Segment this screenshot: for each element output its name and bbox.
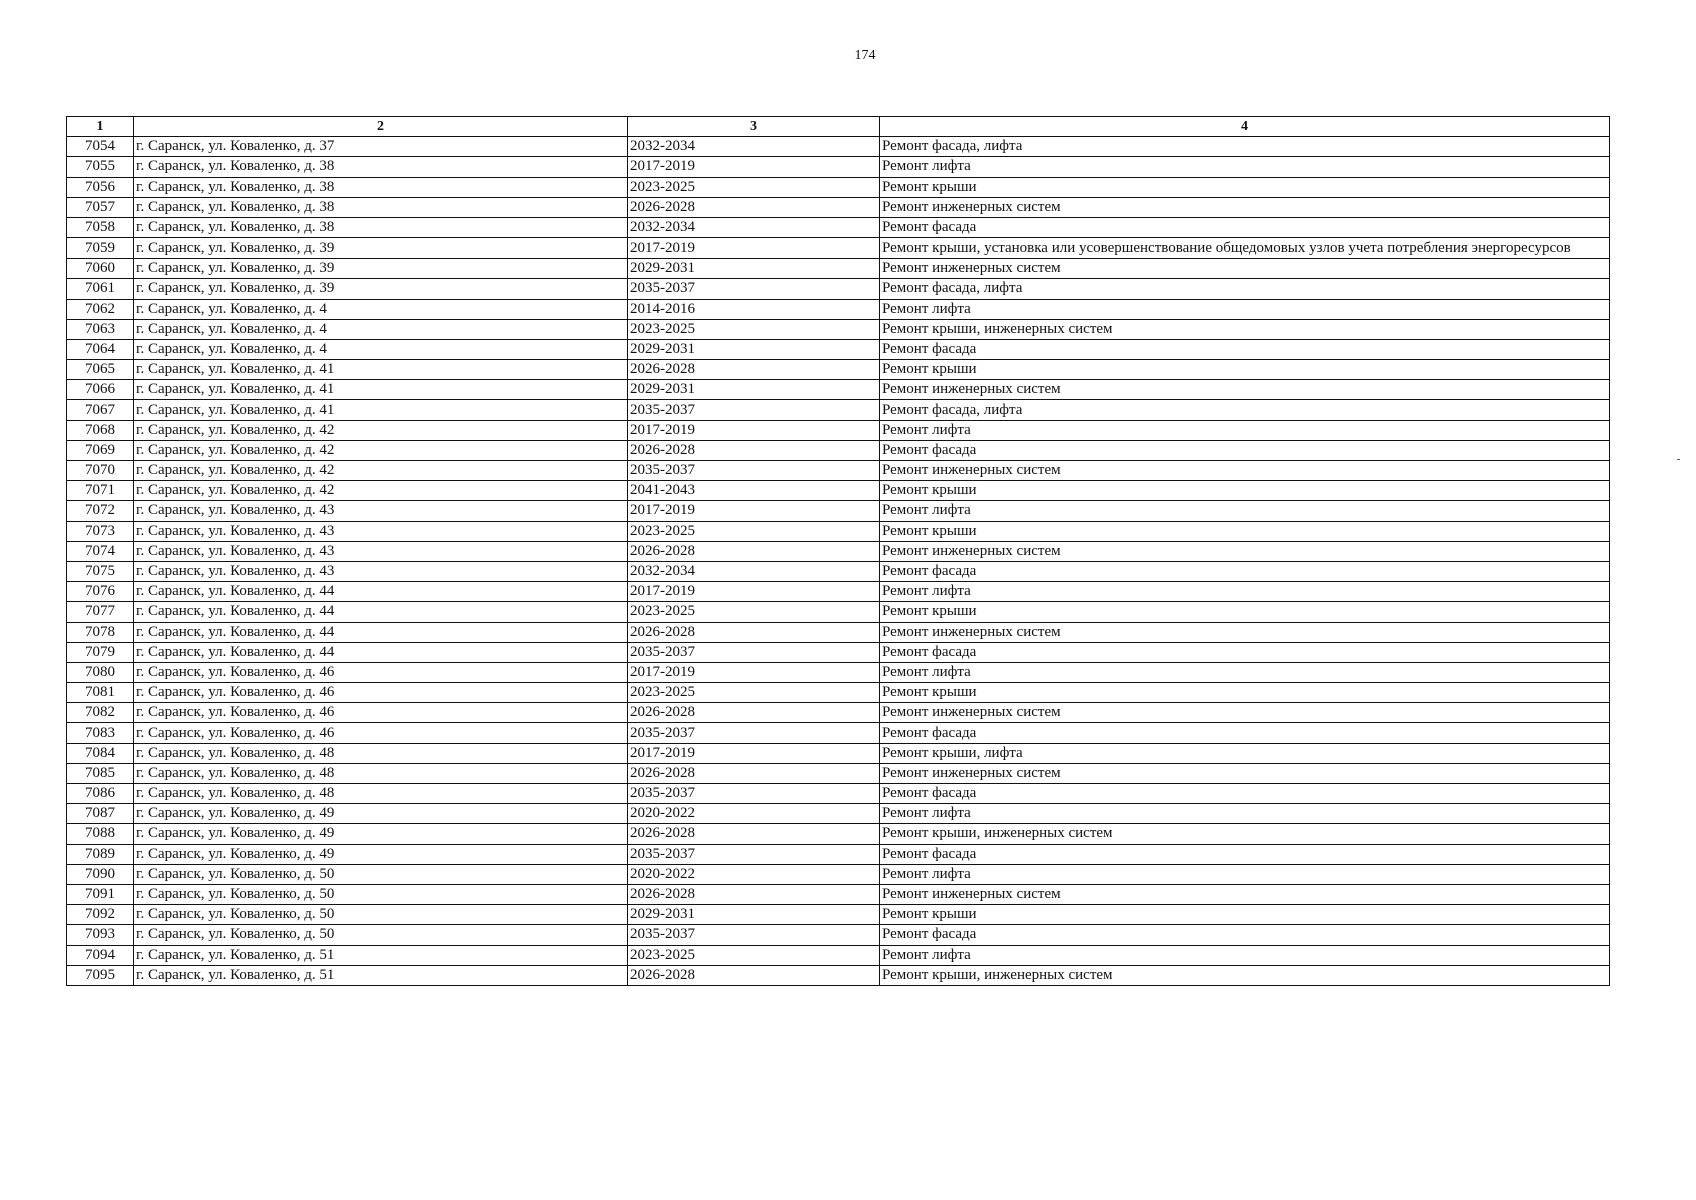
table-row <box>67 743 1610 763</box>
table-row <box>67 440 1610 460</box>
address-cell: г. Саранск, ул. Коваленко, д. 38 <box>134 197 628 217</box>
work-type-cell: Ремонт крыши <box>880 360 1610 380</box>
work-type-cell: Ремонт лифта <box>880 662 1610 682</box>
table-row <box>67 217 1610 237</box>
table-row <box>67 137 1610 157</box>
work-type-cell: Ремонт лифта <box>880 501 1610 521</box>
table-row <box>67 683 1610 703</box>
period-cell: 2026-2028 <box>628 541 880 561</box>
work-type-cell: Ремонт крыши, инженерных систем <box>880 965 1610 985</box>
work-type-cell: Ремонт фасада <box>880 561 1610 581</box>
period-cell: 2035-2037 <box>628 844 880 864</box>
table-row <box>67 259 1610 279</box>
address-cell: г. Саранск, ул. Коваленко, д. 42 <box>134 481 628 501</box>
address-cell: г. Саранск, ул. Коваленко, д. 4 <box>134 319 628 339</box>
work-type-cell: Ремонт фасада <box>880 339 1610 359</box>
address-cell: г. Саранск, ул. Коваленко, д. 46 <box>134 662 628 682</box>
address-cell: г. Саранск, ул. Коваленко, д. 42 <box>134 440 628 460</box>
address-cell: г. Саранск, ул. Коваленко, д. 39 <box>134 279 628 299</box>
row-number-cell: 7076 <box>67 582 134 602</box>
period-cell: 2023-2025 <box>628 945 880 965</box>
period-cell: 2017-2019 <box>628 420 880 440</box>
address-cell: г. Саранск, ул. Коваленко, д. 41 <box>134 380 628 400</box>
work-type-cell: Ремонт инженерных систем <box>880 380 1610 400</box>
table-row <box>67 622 1610 642</box>
period-cell: 2029-2031 <box>628 905 880 925</box>
row-number-cell: 7054 <box>67 137 134 157</box>
address-cell: г. Саранск, ул. Коваленко, д. 37 <box>134 137 628 157</box>
period-cell: 2035-2037 <box>628 461 880 481</box>
period-cell: 2026-2028 <box>628 622 880 642</box>
table-row <box>67 339 1610 359</box>
address-cell: г. Саранск, ул. Коваленко, д. 38 <box>134 177 628 197</box>
work-type-cell: Ремонт фасада <box>880 440 1610 460</box>
table-row <box>67 925 1610 945</box>
period-cell: 2026-2028 <box>628 360 880 380</box>
period-cell: 2035-2037 <box>628 642 880 662</box>
table-row <box>67 642 1610 662</box>
period-cell: 2017-2019 <box>628 743 880 763</box>
table-row <box>67 360 1610 380</box>
address-cell: г. Саранск, ул. Коваленко, д. 43 <box>134 561 628 581</box>
row-number-cell: 7090 <box>67 864 134 884</box>
address-cell: г. Саранск, ул. Коваленко, д. 50 <box>134 864 628 884</box>
work-type-cell: Ремонт лифта <box>880 945 1610 965</box>
address-cell: г. Саранск, ул. Коваленко, д. 44 <box>134 642 628 662</box>
period-cell: 2035-2037 <box>628 784 880 804</box>
row-number-cell: 7082 <box>67 703 134 723</box>
period-cell: 2026-2028 <box>628 965 880 985</box>
work-type-cell: Ремонт лифта <box>880 864 1610 884</box>
work-type-cell: Ремонт фасада <box>880 217 1610 237</box>
work-type-cell: Ремонт инженерных систем <box>880 197 1610 217</box>
row-number-cell: 7061 <box>67 279 134 299</box>
table-row <box>67 481 1610 501</box>
period-cell: 2026-2028 <box>628 440 880 460</box>
table-row <box>67 824 1610 844</box>
work-type-cell: Ремонт инженерных систем <box>880 259 1610 279</box>
row-number-cell: 7089 <box>67 844 134 864</box>
row-number-cell: 7074 <box>67 541 134 561</box>
period-cell: 2035-2037 <box>628 400 880 420</box>
period-cell: 2017-2019 <box>628 238 880 259</box>
period-cell: 2026-2028 <box>628 824 880 844</box>
work-type-cell: Ремонт инженерных систем <box>880 703 1610 723</box>
work-type-cell: Ремонт инженерных систем <box>880 622 1610 642</box>
column-header-3: 3 <box>628 117 880 137</box>
capital-repair-table <box>66 116 1610 986</box>
row-number-cell: 7085 <box>67 763 134 783</box>
work-type-cell: Ремонт крыши <box>880 602 1610 622</box>
period-cell: 2035-2037 <box>628 279 880 299</box>
address-cell: г. Саранск, ул. Коваленко, д. 38 <box>134 217 628 237</box>
work-type-cell: Ремонт крыши, лифта <box>880 743 1610 763</box>
row-number-cell: 7068 <box>67 420 134 440</box>
row-number-cell: 7058 <box>67 217 134 237</box>
table-row <box>67 279 1610 299</box>
table-row <box>67 380 1610 400</box>
address-cell: г. Саранск, ул. Коваленко, д. 43 <box>134 541 628 561</box>
address-cell: г. Саранск, ул. Коваленко, д. 48 <box>134 743 628 763</box>
period-cell: 2017-2019 <box>628 582 880 602</box>
address-cell: г. Саранск, ул. Коваленко, д. 49 <box>134 824 628 844</box>
period-cell: 2026-2028 <box>628 197 880 217</box>
table-row <box>67 945 1610 965</box>
row-number-cell: 7055 <box>67 157 134 177</box>
address-cell: г. Саранск, ул. Коваленко, д. 48 <box>134 763 628 783</box>
address-cell: г. Саранск, ул. Коваленко, д. 44 <box>134 602 628 622</box>
row-number-cell: 7065 <box>67 360 134 380</box>
table-row <box>67 965 1610 985</box>
table-row <box>67 501 1610 521</box>
table-row <box>67 561 1610 581</box>
work-type-cell: Ремонт лифта <box>880 582 1610 602</box>
table-row <box>67 723 1610 743</box>
table-row <box>67 299 1610 319</box>
row-number-cell: 7073 <box>67 521 134 541</box>
period-cell: 2029-2031 <box>628 380 880 400</box>
table-row <box>67 763 1610 783</box>
address-cell: г. Саранск, ул. Коваленко, д. 46 <box>134 703 628 723</box>
period-cell: 2029-2031 <box>628 339 880 359</box>
work-type-cell: Ремонт фасада <box>880 925 1610 945</box>
row-number-cell: 7059 <box>67 238 134 259</box>
work-type-cell: Ремонт фасада <box>880 723 1610 743</box>
table-row <box>67 662 1610 682</box>
row-number-cell: 7075 <box>67 561 134 581</box>
table-row <box>67 784 1610 804</box>
address-cell: г. Саранск, ул. Коваленко, д. 48 <box>134 784 628 804</box>
row-number-cell: 7066 <box>67 380 134 400</box>
row-number-cell: 7092 <box>67 905 134 925</box>
period-cell: 2017-2019 <box>628 662 880 682</box>
work-type-cell: Ремонт крыши <box>880 683 1610 703</box>
period-cell: 2029-2031 <box>628 259 880 279</box>
period-cell: 2023-2025 <box>628 602 880 622</box>
scan-artifact-dot <box>1677 459 1680 460</box>
row-number-cell: 7060 <box>67 259 134 279</box>
work-type-cell: Ремонт фасада <box>880 844 1610 864</box>
period-cell: 2023-2025 <box>628 319 880 339</box>
row-number-cell: 7084 <box>67 743 134 763</box>
address-cell: г. Саранск, ул. Коваленко, д. 39 <box>134 238 628 259</box>
table-row <box>67 238 1610 259</box>
address-cell: г. Саранск, ул. Коваленко, д. 4 <box>134 299 628 319</box>
row-number-cell: 7086 <box>67 784 134 804</box>
address-cell: г. Саранск, ул. Коваленко, д. 50 <box>134 905 628 925</box>
row-number-cell: 7077 <box>67 602 134 622</box>
period-cell: 2023-2025 <box>628 521 880 541</box>
work-type-cell: Ремонт крыши <box>880 905 1610 925</box>
address-cell: г. Саранск, ул. Коваленко, д. 41 <box>134 400 628 420</box>
row-number-cell: 7057 <box>67 197 134 217</box>
column-header-1: 1 <box>67 117 134 137</box>
work-type-cell: Ремонт лифта <box>880 299 1610 319</box>
row-number-cell: 7063 <box>67 319 134 339</box>
row-number-cell: 7087 <box>67 804 134 824</box>
table-row <box>67 844 1610 864</box>
row-number-cell: 7080 <box>67 662 134 682</box>
period-cell: 2035-2037 <box>628 723 880 743</box>
table-row <box>67 177 1610 197</box>
row-number-cell: 7072 <box>67 501 134 521</box>
row-number-cell: 7062 <box>67 299 134 319</box>
row-number-cell: 7064 <box>67 339 134 359</box>
row-number-cell: 7088 <box>67 824 134 844</box>
period-cell: 2026-2028 <box>628 763 880 783</box>
table-row <box>67 420 1610 440</box>
row-number-cell: 7081 <box>67 683 134 703</box>
work-type-cell: Ремонт крыши <box>880 521 1610 541</box>
table-header-row <box>67 117 1610 137</box>
period-cell: 2026-2028 <box>628 703 880 723</box>
table-row <box>67 804 1610 824</box>
address-cell: г. Саранск, ул. Коваленко, д. 43 <box>134 501 628 521</box>
row-number-cell: 7094 <box>67 945 134 965</box>
period-cell: 2014-2016 <box>628 299 880 319</box>
row-number-cell: 7093 <box>67 925 134 945</box>
period-cell: 2023-2025 <box>628 683 880 703</box>
address-cell: г. Саранск, ул. Коваленко, д. 46 <box>134 723 628 743</box>
work-type-cell: Ремонт лифта <box>880 804 1610 824</box>
address-cell: г. Саранск, ул. Коваленко, д. 51 <box>134 945 628 965</box>
period-cell: 2035-2037 <box>628 925 880 945</box>
row-number-cell: 7083 <box>67 723 134 743</box>
column-header-4: 4 <box>880 117 1610 137</box>
address-cell: г. Саранск, ул. Коваленко, д. 50 <box>134 884 628 904</box>
address-cell: г. Саранск, ул. Коваленко, д. 42 <box>134 420 628 440</box>
table-row <box>67 521 1610 541</box>
address-cell: г. Саранск, ул. Коваленко, д. 50 <box>134 925 628 945</box>
address-cell: г. Саранск, ул. Коваленко, д. 39 <box>134 259 628 279</box>
work-type-cell: Ремонт фасада, лифта <box>880 400 1610 420</box>
row-number-cell: 7079 <box>67 642 134 662</box>
row-number-cell: 7069 <box>67 440 134 460</box>
work-type-cell: Ремонт инженерных систем <box>880 884 1610 904</box>
table-row <box>67 319 1610 339</box>
period-cell: 2017-2019 <box>628 157 880 177</box>
work-type-cell: Ремонт крыши, инженерных систем <box>880 824 1610 844</box>
period-cell: 2020-2022 <box>628 804 880 824</box>
row-number-cell: 7071 <box>67 481 134 501</box>
work-type-cell: Ремонт фасада <box>880 784 1610 804</box>
row-number-cell: 7070 <box>67 461 134 481</box>
row-number-cell: 7078 <box>67 622 134 642</box>
period-cell: 2032-2034 <box>628 561 880 581</box>
table-row <box>67 461 1610 481</box>
table-row <box>67 157 1610 177</box>
address-cell: г. Саранск, ул. Коваленко, д. 49 <box>134 844 628 864</box>
address-cell: г. Саранск, ул. Коваленко, д. 44 <box>134 622 628 642</box>
table-row <box>67 197 1610 217</box>
period-cell: 2020-2022 <box>628 864 880 884</box>
page-number: 174 <box>854 48 876 63</box>
work-type-cell: Ремонт крыши <box>880 177 1610 197</box>
work-type-cell: Ремонт инженерных систем <box>880 541 1610 561</box>
table-row <box>67 602 1610 622</box>
work-type-cell: Ремонт фасада <box>880 642 1610 662</box>
table-body <box>67 137 1610 986</box>
address-cell: г. Саранск, ул. Коваленко, д. 38 <box>134 157 628 177</box>
row-number-cell: 7067 <box>67 400 134 420</box>
row-number-cell: 7056 <box>67 177 134 197</box>
period-cell: 2032-2034 <box>628 137 880 157</box>
row-number-cell: 7095 <box>67 965 134 985</box>
work-type-cell: Ремонт крыши, установка или усовершенствование общедомовых узлов учета потребления энергоресурсов <box>880 238 1610 259</box>
period-cell: 2023-2025 <box>628 177 880 197</box>
address-cell: г. Саранск, ул. Коваленко, д. 51 <box>134 965 628 985</box>
address-cell: г. Саранск, ул. Коваленко, д. 44 <box>134 582 628 602</box>
work-type-cell: Ремонт лифта <box>880 420 1610 440</box>
table-row <box>67 400 1610 420</box>
work-type-cell: Ремонт лифта <box>880 157 1610 177</box>
period-cell: 2032-2034 <box>628 217 880 237</box>
address-cell: г. Саранск, ул. Коваленко, д. 41 <box>134 360 628 380</box>
table-row <box>67 703 1610 723</box>
address-cell: г. Саранск, ул. Коваленко, д. 4 <box>134 339 628 359</box>
period-cell: 2041-2043 <box>628 481 880 501</box>
work-type-cell: Ремонт фасада, лифта <box>880 137 1610 157</box>
work-type-cell: Ремонт крыши <box>880 481 1610 501</box>
address-cell: г. Саранск, ул. Коваленко, д. 42 <box>134 461 628 481</box>
work-type-cell: Ремонт крыши, инженерных систем <box>880 319 1610 339</box>
address-cell: г. Саранск, ул. Коваленко, д. 49 <box>134 804 628 824</box>
table-row <box>67 905 1610 925</box>
period-cell: 2017-2019 <box>628 501 880 521</box>
work-type-cell: Ремонт инженерных систем <box>880 461 1610 481</box>
column-header-2: 2 <box>134 117 628 137</box>
table-row <box>67 541 1610 561</box>
address-cell: г. Саранск, ул. Коваленко, д. 43 <box>134 521 628 541</box>
table-row <box>67 884 1610 904</box>
table-row <box>67 582 1610 602</box>
work-type-cell: Ремонт фасада, лифта <box>880 279 1610 299</box>
table-row <box>67 864 1610 884</box>
address-cell: г. Саранск, ул. Коваленко, д. 46 <box>134 683 628 703</box>
period-cell: 2026-2028 <box>628 884 880 904</box>
row-number-cell: 7091 <box>67 884 134 904</box>
work-type-cell: Ремонт инженерных систем <box>880 763 1610 783</box>
